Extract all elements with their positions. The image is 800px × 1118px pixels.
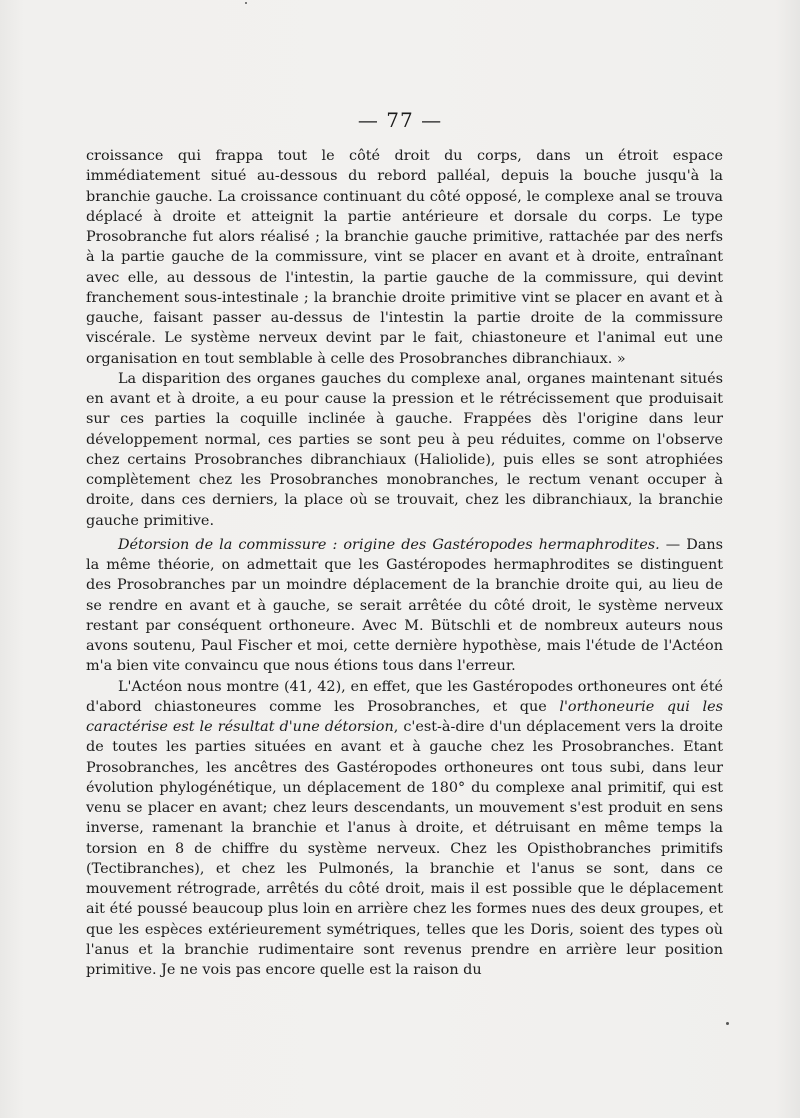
section-heading: Détorsion de la commissure : origine des Gastéropodes hermaphrodites. bbox=[118, 536, 660, 553]
paragraph-3-text: — Dans la même théorie, on admettait que les Gastéropodes hermaphrodites se distinguent des Prosobranches par un moindre déplacement de la branchie droite qui, au lieu de se rendre en avant et à gauche, se serait arrêtée du côté droit, le système nerveux restant par conséquent orthoneure. Avec M. Bütschli et de nombreux auteurs nous avons soutenu, Paul Fischer et moi, cette dernière hypothèse, mais l'étude de l'Actéon m'a bien vite convaincu que nous étions tous dans l'erreur. bbox=[86, 536, 723, 675]
page-number: — 77 — bbox=[357, 108, 443, 132]
paragraph-4-text-b: , c'est-à-dire d'un déplacement vers la droite de toutes les parties situées en avant et à gauche chez les Prosobranches. Etant Prosobranches, les ancêtres des Gastéropodes orthoneures ont tous subi, dans leur évolution phylogénétique, un déplacement de 180° du complexe anal primitif, qui est venu se placer en avant; chez leurs descendants, un mouvement s'est produit en sens inverse, ramenant la branchie et l'anus à droite, et détruisant en même temps la torsion en 8 de chiffre du système nerveux. Chez les Opisthobranches primitifs (Tectibranches), et chez les Pulmonés, la branchie et l'anus se sont, dans ce mouvement rétrograde, arrêtés du côté droit, mais il est possible que le déplacement ait été poussé beaucoup plus loin en arrière chez les formes nues des deux groupes, et que les espèces extérieurement symétriques, telles que les Doris, soient des types où l'anus et la branchie rudimentaire sont revenus prendre en arrière leur position primitive. Je ne vois pas encore quelle est la raison du bbox=[86, 719, 723, 978]
ink-speck bbox=[245, 2, 247, 4]
paragraph-1: croissance qui frappa tout le côté droit du corps, dans un étroit espace immédiatement situé au-dessous du rebord palléal, depuis la bouche jusqu'à la branchie gauche. La croissance continuant du côté opposé, le complexe anal se trouva déplacé à droite et atteignit la partie antérieure et dorsale du corps. Le type Prosobranche fut alors réalisé ; la branchie gauche primitive, rattachée par des nerfs à la partie gauche de la commissure, vint se placer en avant et à droite, entraînant avec elle, au dessous de l'intestin, la partie gauche de la commissure, qui devint franchement sous-intestinale ; la branchie droite primitive vint se placer en avant et à gauche, faisant passer au-dessus de l'intestin la partie droite de la commissure viscérale. Le système nerveux devint par le fait, chiastoneure et l'animal eut une organisation en tout semblable à celle des Prosobranches dibranchiaux. » bbox=[86, 148, 723, 367]
paragraph-3 bbox=[86, 535, 723, 677]
paragraph-4 bbox=[86, 677, 723, 981]
body-text bbox=[86, 146, 723, 980]
ink-speck bbox=[726, 1022, 729, 1025]
paragraph-4-italic: l'orthoneurie qui les caractérise est le résultat d'une détorsion bbox=[86, 698, 723, 735]
paragraph-2: La disparition des organes gauches du complexe anal, organes maintenant situés en avant et à droite, a eu pour cause la pression et le rétrécissement que produisait sur ces parties la coquille inclinée à gauche. Frappées dès l'origine dans leur développement normal, ces parties se sont peu à peu réduites, comme on l'observe chez certains Prosobranches dibranchiaux (Haliolide), puis elles se sont atrophiées complètement chez les Prosobranches monobranches, le rectum venant occuper à droite, dans ces derniers, la place où se trouvait, chez les dibranchiaux, la branchie gauche primitive. bbox=[86, 370, 723, 529]
paragraph-4-text-a: L'Actéon nous montre (41, 42), en effet, que les Gastéropodes orthoneures ont été d'abord chiastoneures comme les Prosobranches, et que bbox=[86, 678, 723, 715]
